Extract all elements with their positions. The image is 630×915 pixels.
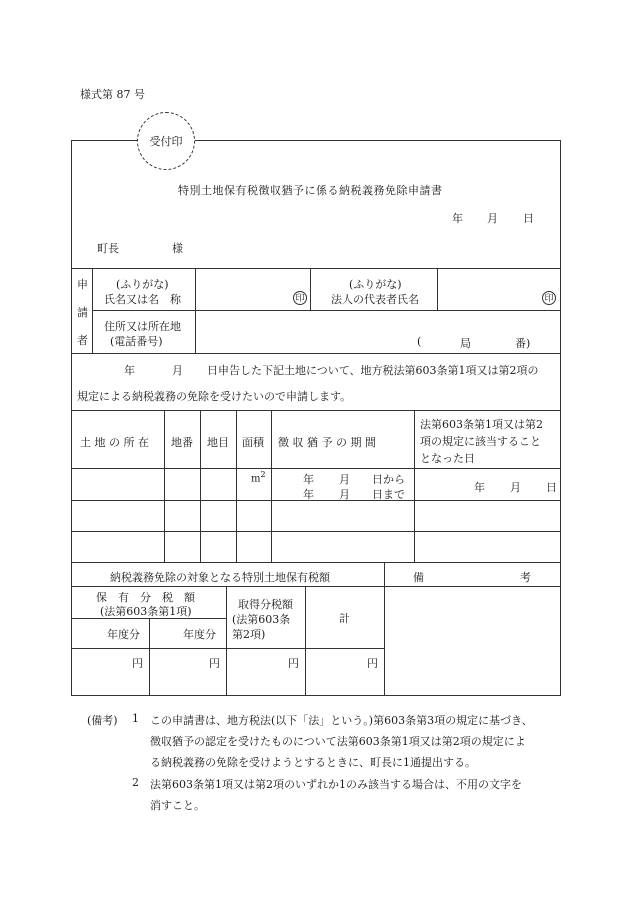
divider-amount-row [71,648,384,649]
divider-applicant-label [195,268,196,353]
address-label: 住所又は所在地 [104,320,181,333]
header-applicable-date-3: となった日 [420,452,475,465]
divider-remarks [384,562,385,696]
phone-number-label: 番) [515,337,531,350]
stamp-label: 受付印 [149,135,183,148]
note-1-line-2: 徴収猶予の認定を受けたものについて法第603条第1項又は第2項の規定によ [150,735,526,748]
period-to-year: 年 [303,488,314,501]
note-2-line-2: 消すこと。 [150,799,205,812]
form-title: 特別土地保有税徴収猶予に係る納税義務免除申請書 [178,184,443,197]
acquisition-tax-label-2: (法第603条 [232,613,291,626]
header-applicable-date-1: 法第603条第1項又は第2 [420,418,543,431]
header-lot-number: 地番 [171,436,193,449]
name-seal-mark: 印 [293,291,307,305]
period-from-month: 月 [339,473,350,486]
applicable-year: 年 [474,481,485,494]
note-2-number: 2 [132,776,139,789]
acquisition-tax-label-3: 第2項) [232,628,266,641]
divider-fiscal [149,618,150,696]
rep-furigana-label: (ふりがな) [349,278,402,291]
rep-seal-mark: 印 [542,291,556,305]
note-2-line-1: 法第603条第1項又は第2項のいずれか1のみ該当する場合は、不用の文字を [150,778,522,791]
applicant-side-label-3: 者 [77,334,88,347]
remarks-header-2: 考 [520,571,531,584]
period-from-day: 日から [372,473,405,486]
yen-unit-2: 円 [209,657,220,670]
date-month: 月 [487,212,498,225]
divider-land-col4 [271,410,272,562]
divider-land-row3 [71,531,561,532]
acquisition-tax-label-1: 取得分税額 [238,598,293,611]
divider-tax-header [71,586,561,587]
divider-acquisition [226,586,227,696]
statement-line-2: 規定による納税義務の免除を受けたいので申請します。 [77,390,352,403]
fiscal-year-1-label: 年度分 [107,628,140,641]
divider-statement-top [71,353,561,354]
divider-land-row1 [71,468,561,469]
yen-unit-4: 円 [367,657,378,670]
name-furigana-label: (ふりがな) [116,278,169,291]
statement-year: 年 [124,364,135,377]
divider-applicant-top [71,268,561,269]
statement-month: 月 [172,364,183,377]
date-year: 年 [452,212,463,225]
holding-tax-label: 保 有 分 税 額 [96,591,195,604]
tax-exemption-header: 納税義務免除の対象となる特別土地保有税額 [110,571,330,584]
header-deferral-period: 徴 収 猶 予 の 期 間 [278,436,376,449]
divider-land-header-top [71,410,561,411]
header-land-location: 土 地 の 所 在 [80,436,149,449]
divider-applicant-rep-value [437,268,438,310]
date-day: 日 [523,212,534,225]
fiscal-year-2-label: 年度分 [183,628,216,641]
header-applicable-date-2: 項の規定に該当すること [420,435,541,448]
area-unit: $m^2$ [251,470,266,485]
applicant-side-label-1: 申 [77,278,88,291]
divider-applicant-mid [92,310,561,311]
header-land-category: 地目 [207,436,229,449]
divider-total [305,586,306,696]
divider-land-col3 [236,410,237,562]
applicant-side-label-2: 請 [77,306,88,319]
period-to-month: 月 [339,488,350,501]
phone-paren-open: ( [417,335,422,348]
divider-land-row2 [71,500,561,501]
note-1-number: 1 [132,712,139,725]
applicable-day: 日 [546,481,557,494]
notes-label: (備考) [87,714,118,727]
addressee-mayor: 町長 [97,242,119,255]
applicable-month: 月 [510,481,521,494]
divider-land-col1 [164,410,165,562]
form-number: 様式第 87 号 [80,88,145,101]
period-to-day: 日まで [372,488,405,501]
rep-name-label: 法人の代表者氏名 [331,293,419,306]
divider-land-col5 [414,410,415,562]
note-1-line-1: この申請書は、地方税法(以下「法」という。)第603条第3項の規定に基づき、 [150,714,533,727]
period-from-year: 年 [303,473,314,486]
note-1-line-3: る納税義務の免除を受けようとするときに、町長に1通提出する。 [150,756,476,769]
divider-land-col2 [200,410,201,562]
phone-label: (電話番号) [110,335,163,348]
yen-unit-3: 円 [288,657,299,670]
divider-applicant-rep [310,268,311,310]
header-area: 面積 [242,436,264,449]
name-label: 氏名又は名 称 [104,293,181,306]
divider-applicant-side [92,268,93,353]
statement-line-1: 日申告した下記土地について、地方税法第603条第1項又は第2項の [207,364,539,377]
holding-tax-reference: (法第603条第1項) [100,605,192,618]
addressee-honorific: 様 [172,242,183,255]
reception-stamp-area [137,112,195,170]
divider-tax-top [71,562,561,563]
phone-bureau-label: 局 [460,337,471,350]
yen-unit-1: 円 [132,657,143,670]
total-label: 計 [339,612,350,625]
remarks-header-1: 備 [413,571,424,584]
